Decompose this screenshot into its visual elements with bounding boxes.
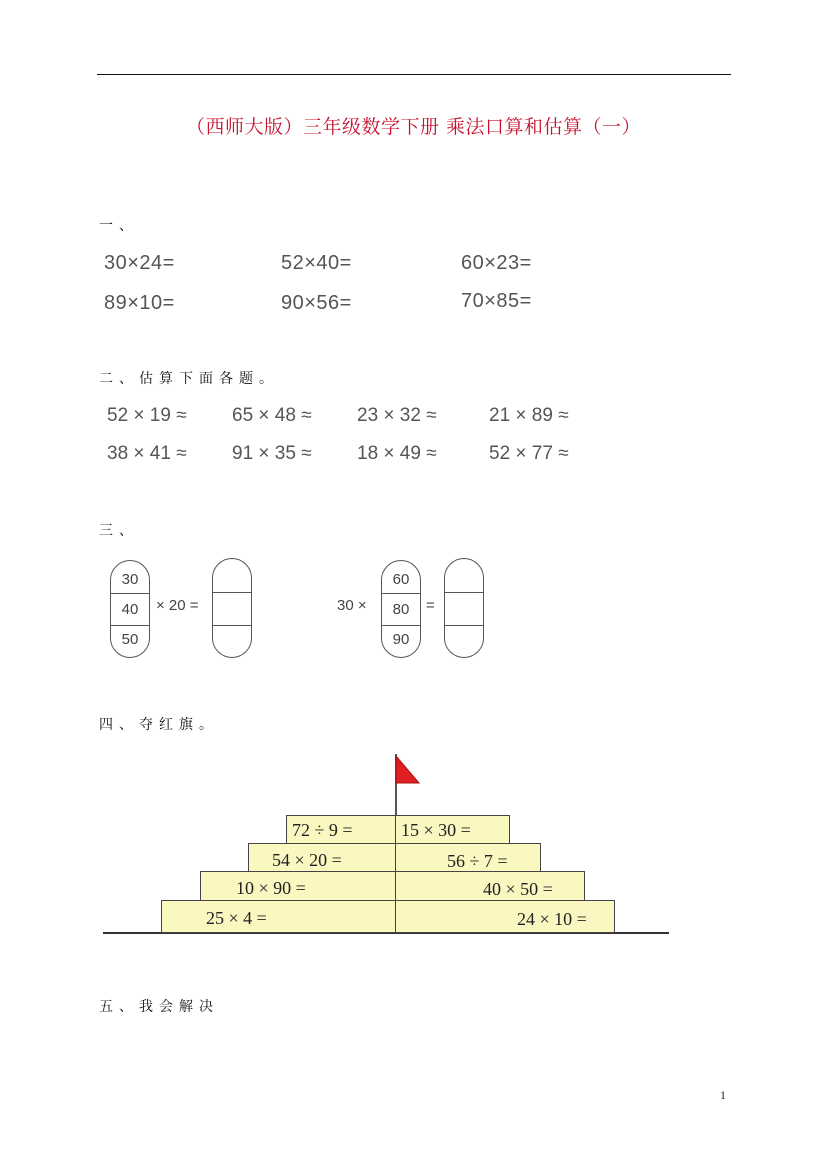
estimate-problem: 21 × 89 ≈ bbox=[489, 405, 569, 426]
problem: 30×24= bbox=[104, 252, 175, 274]
estimate-problem: 18 × 49 ≈ bbox=[357, 443, 437, 464]
divider bbox=[445, 625, 483, 626]
stack-value: 30 bbox=[121, 571, 139, 588]
right-operator: = bbox=[426, 597, 435, 614]
stack-value: 50 bbox=[121, 631, 139, 648]
divider bbox=[382, 593, 420, 594]
brick-problem: 72 ÷ 9 = bbox=[292, 820, 353, 840]
divider bbox=[213, 625, 251, 626]
section-3-label: 三、 bbox=[99, 523, 139, 539]
stack-value: 90 bbox=[392, 631, 410, 648]
stack-value: 60 bbox=[392, 571, 410, 588]
section-4-label: 四、夺红旗。 bbox=[99, 717, 219, 733]
section-2-label: 二、估算下面各题。 bbox=[99, 371, 279, 387]
brick-problem: 24 × 10 = bbox=[517, 909, 587, 929]
brick-problem: 10 × 90 = bbox=[236, 878, 306, 898]
divider bbox=[111, 625, 149, 626]
divider bbox=[445, 592, 483, 593]
estimate-problem: 91 × 35 ≈ bbox=[232, 443, 312, 464]
section-1-label: 一、 bbox=[99, 218, 139, 234]
section-5-label: 五、我会解决 bbox=[99, 999, 219, 1015]
stack-value: 80 bbox=[392, 601, 410, 618]
problem: 89×10= bbox=[104, 292, 175, 314]
page-number: 1 bbox=[720, 1088, 726, 1102]
divider bbox=[213, 592, 251, 593]
answer-stack-left bbox=[212, 558, 252, 658]
brick-problem: 25 × 4 = bbox=[206, 908, 267, 928]
problem: 70×85= bbox=[461, 290, 532, 312]
brick-problem: 15 × 30 = bbox=[401, 820, 471, 840]
estimate-problem: 65 × 48 ≈ bbox=[232, 405, 312, 426]
header-rule bbox=[97, 74, 731, 75]
input-stack-right bbox=[381, 560, 421, 658]
divider bbox=[111, 593, 149, 594]
brick-problem: 40 × 50 = bbox=[483, 879, 553, 899]
estimate-problem: 38 × 41 ≈ bbox=[107, 443, 187, 464]
brick-problem: 56 ÷ 7 = bbox=[447, 851, 508, 871]
estimate-problem: 52 × 77 ≈ bbox=[489, 443, 569, 464]
problem: 90×56= bbox=[281, 292, 352, 314]
flag-icon bbox=[390, 752, 424, 822]
problem: 52×40= bbox=[281, 252, 352, 274]
brick-problem: 54 × 20 = bbox=[272, 850, 342, 870]
right-prefix: 30 × bbox=[337, 597, 367, 614]
divider bbox=[382, 625, 420, 626]
estimate-problem: 52 × 19 ≈ bbox=[107, 405, 187, 426]
brick bbox=[161, 900, 396, 933]
stack-value: 40 bbox=[121, 601, 139, 618]
answer-stack-right bbox=[444, 558, 484, 658]
input-stack-left bbox=[110, 560, 150, 658]
page-title: （西师大版）三年级数学下册 乘法口算和估算（一） bbox=[185, 116, 642, 138]
left-operator: × 20 = bbox=[156, 597, 199, 614]
estimate-problem: 23 × 32 ≈ bbox=[357, 405, 437, 426]
problem: 60×23= bbox=[461, 252, 532, 274]
